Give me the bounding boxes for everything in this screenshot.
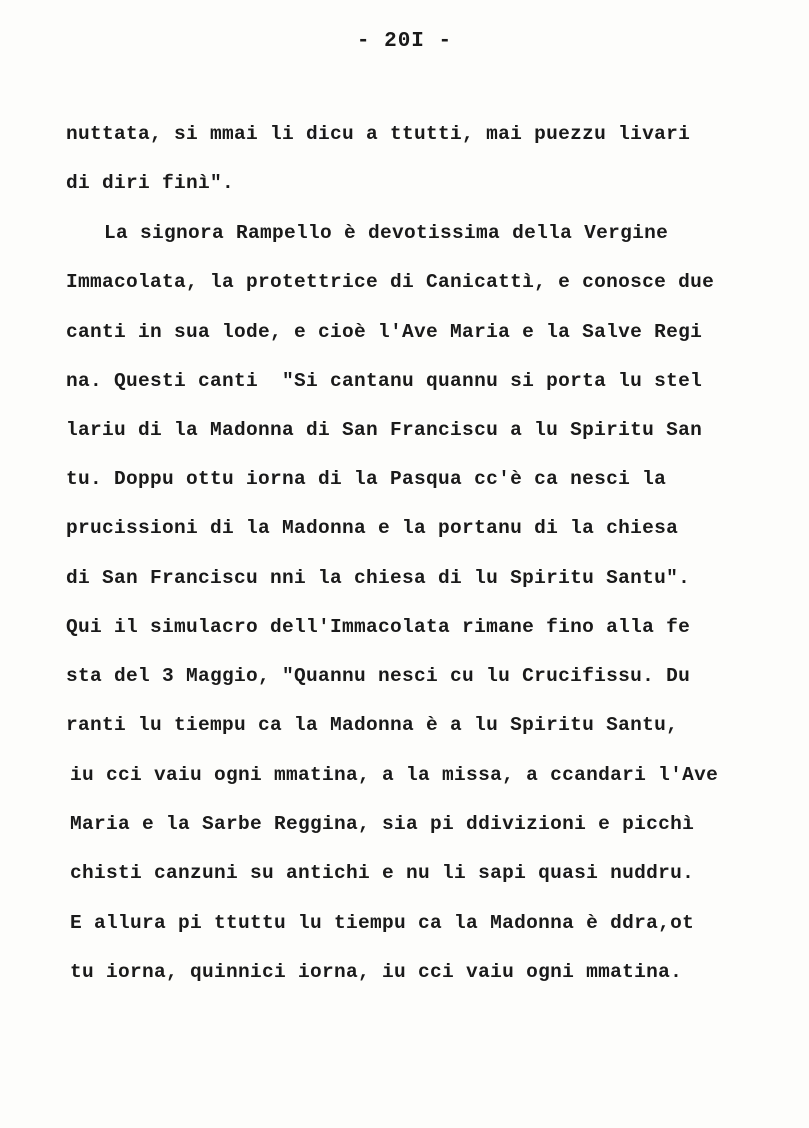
text-line-5: canti in sua lode, e cioè l'Ave Maria e la Salve Regi [66, 321, 703, 343]
text-line-6: na. Questi canti "Si cantanu quannu si porta lu stel [66, 370, 703, 392]
text-line-2: di diri finì". [66, 172, 235, 194]
text-line-10: di San Franciscu nni la chiesa di lu Spiritu Santu". [66, 567, 691, 589]
page-number: - 20I - [356, 30, 453, 53]
text-line-18: tu iorna, quinnici iorna, iu cci vaiu ogni mmatina. [70, 961, 683, 983]
text-line-15: Maria e la Sarbe Reggina, sia pi ddivizioni e picchì [70, 813, 695, 835]
text-line-14: iu cci vaiu ogni mmatina, a la missa, a ccandari l'Ave [70, 764, 719, 786]
text-line-16: chisti canzuni su antichi e nu li sapi quasi nuddru. [70, 862, 695, 884]
text-line-17: E allura pi ttuttu lu tiempu ca la Madonna è ddra,ot [70, 912, 695, 934]
text-line-11: Qui il simulacro dell'Immacolata rimane fino alla fe [66, 616, 691, 638]
text-line-4: Immacolata, la protettrice di Canicattì, e conosce due [66, 271, 715, 293]
text-line-12: sta del 3 Maggio, "Quannu nesci cu lu Crucifissu. Du [66, 665, 691, 687]
text-line-13: ranti lu tiempu ca la Madonna è a lu Spiritu Santu, [66, 714, 679, 736]
text-line-3: La signora Rampello è devotissima della Vergine [104, 222, 669, 244]
text-line-8: tu. Doppu ottu iorna di la Pasqua cc'è ca nesci la [66, 468, 667, 490]
text-line-7: lariu di la Madonna di San Franciscu a lu Spiritu San [66, 419, 703, 441]
text-line-1: nuttata, si mmai li dicu a ttutti, mai puezzu livari [66, 123, 691, 145]
text-line-9: prucissioni di la Madonna e la portanu di la chiesa [66, 517, 679, 539]
